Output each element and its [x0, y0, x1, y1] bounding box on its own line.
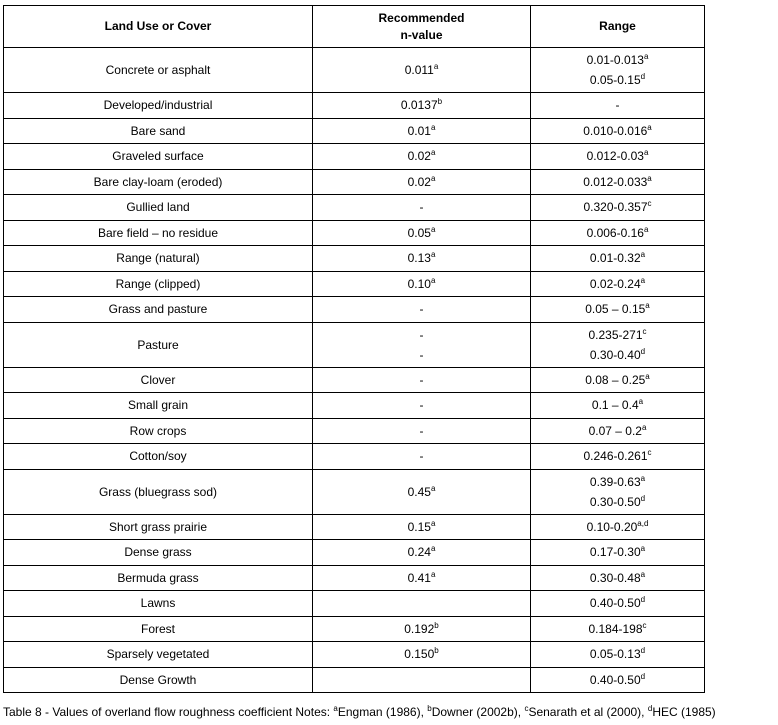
note-letter: d	[640, 671, 646, 681]
n-value-line	[313, 446, 530, 466]
caption-note-text: Senarath et al (2000),	[528, 705, 648, 719]
range-line	[531, 492, 704, 512]
range-text: 0.01-0.32	[589, 251, 641, 266]
n-value-text: 0.15	[407, 519, 431, 534]
n-value-line	[313, 172, 530, 192]
range-cell	[531, 418, 705, 444]
table-row	[4, 322, 705, 367]
n-value-text: -	[419, 200, 424, 215]
note-mark	[431, 519, 435, 528]
range-text: 0.17-0.30	[589, 545, 641, 560]
range-line	[531, 421, 704, 441]
range-text: 0.30-0.48	[589, 570, 641, 585]
n-value-line	[313, 95, 530, 115]
range-text: -	[615, 98, 620, 113]
range-text: 0.30-0.50	[589, 494, 641, 509]
note-mark	[431, 123, 435, 132]
note-letter: a	[430, 518, 436, 528]
range-cell	[531, 540, 705, 566]
n-value-text: 0.150	[404, 647, 435, 662]
n-value-text: -	[419, 423, 424, 438]
n-value-text: 0.192	[404, 621, 435, 636]
n-value-cell	[313, 565, 531, 591]
n-value-text: 0.41	[407, 570, 431, 585]
n-value-text: 0.01	[407, 123, 431, 138]
range-text: 0.10-0.20	[586, 519, 638, 534]
land-use-cell: Graveled surface	[4, 144, 313, 170]
range-text: 0.08 – 0.25	[585, 372, 646, 387]
note-mark	[431, 544, 435, 553]
note-letter: a	[433, 62, 439, 71]
n-value-text: -	[419, 327, 424, 342]
n-value-text: -	[419, 372, 424, 387]
note-letter: c	[642, 620, 647, 630]
table-row	[4, 469, 705, 514]
note-letter: a	[637, 518, 642, 528]
land-use-cell: Small grain	[4, 393, 313, 419]
table-row	[4, 616, 705, 642]
note-extra: ,d	[641, 518, 649, 528]
range-cell	[531, 271, 705, 297]
table-row	[4, 195, 705, 221]
note-mark	[647, 174, 651, 183]
note-mark	[431, 276, 435, 285]
caption-prefix: Table 8 - Values of overland flow roughness coefficient Notes:	[3, 705, 334, 719]
note-mark	[643, 621, 647, 630]
table-row	[4, 220, 705, 246]
land-use-cell: Sparsely vegetated	[4, 642, 313, 668]
note-letter: a	[430, 173, 436, 183]
range-cell	[531, 444, 705, 470]
range-line	[531, 593, 704, 613]
n-value-cell	[313, 469, 531, 514]
n-value-text: -	[419, 398, 424, 413]
note-mark	[644, 52, 648, 61]
n-value-cell	[313, 540, 531, 566]
note-mark	[431, 225, 435, 234]
n-value-cell	[313, 444, 531, 470]
range-line	[531, 542, 704, 562]
land-use-cell: Concrete or asphalt	[4, 48, 313, 93]
range-line	[531, 568, 704, 588]
n-value-cell	[313, 367, 531, 393]
n-value-cell	[313, 118, 531, 144]
range-line	[531, 619, 704, 639]
table-row	[4, 297, 705, 323]
note-letter: a	[641, 422, 647, 432]
n-value-cell	[313, 220, 531, 246]
range-cell	[531, 514, 705, 540]
table-body	[4, 48, 705, 693]
header-range: Range	[531, 6, 705, 48]
note-letter: b	[434, 620, 439, 630]
range-cell	[531, 322, 705, 367]
n-value-cell	[313, 667, 531, 693]
note-mark	[648, 199, 652, 208]
range-text: 0.30-0.40	[589, 347, 641, 362]
n-value-cell	[313, 322, 531, 367]
note-letter: c	[647, 448, 652, 458]
range-text: 0.07 – 0.2	[588, 423, 642, 438]
note-mark	[431, 174, 435, 183]
n-value-text: 0.011	[404, 63, 434, 77]
note-letter: a	[640, 569, 646, 579]
range-text: 0.012-0.033	[583, 174, 648, 189]
n-value-line	[313, 223, 530, 243]
n-value-line	[313, 482, 530, 502]
land-use-cell: Lawns	[4, 591, 313, 617]
range-line	[531, 121, 704, 141]
note-mark	[641, 276, 645, 285]
n-value-text: 0.02	[407, 174, 431, 189]
note-letter: a	[430, 250, 436, 260]
range-line	[531, 70, 704, 90]
note-mark	[434, 646, 438, 655]
land-use-cell: Range (clipped)	[4, 271, 313, 297]
n-value-line	[313, 421, 530, 441]
range-cell	[531, 393, 705, 419]
n-value-cell	[313, 195, 531, 221]
n-value-cell	[313, 616, 531, 642]
caption-note-mark: d	[647, 704, 653, 713]
note-letter: a	[640, 544, 646, 554]
n-value-line	[313, 248, 530, 268]
range-line	[531, 274, 704, 294]
land-use-cell: Pasture	[4, 322, 313, 367]
n-value-text: -	[419, 302, 424, 317]
caption-note-text: Downer (2002b),	[431, 705, 525, 719]
table-row	[4, 642, 705, 668]
note-mark	[643, 327, 647, 336]
n-value-line	[313, 274, 530, 294]
note-letter: a	[643, 148, 649, 158]
range-text: 0.05-0.15	[589, 73, 641, 87]
note-letter: d	[640, 646, 646, 656]
n-value-line	[313, 395, 530, 415]
land-use-cell: Cotton/soy	[4, 444, 313, 470]
n-value-cell	[313, 297, 531, 323]
table-row	[4, 93, 705, 119]
note-mark	[642, 423, 646, 432]
header-n-value-line: Recommended	[378, 10, 465, 25]
caption-note-text: HEC (1985)	[652, 705, 716, 719]
note-mark	[644, 148, 648, 157]
n-value-line	[313, 370, 530, 390]
land-use-cell: Clover	[4, 367, 313, 393]
note-letter: a	[430, 569, 436, 579]
note-letter: d	[640, 72, 646, 81]
range-line	[531, 472, 704, 492]
note-mark	[644, 225, 648, 234]
note-mark	[637, 519, 648, 528]
note-letter: d	[640, 493, 646, 503]
range-line	[531, 670, 704, 690]
header-land-use: Land Use or Cover	[4, 6, 313, 48]
range-cell	[531, 220, 705, 246]
note-letter: d	[640, 595, 646, 605]
range-cell	[531, 591, 705, 617]
range-cell	[531, 297, 705, 323]
table-row	[4, 169, 705, 195]
range-line	[531, 95, 704, 115]
note-letter: a	[430, 224, 436, 234]
note-mark	[641, 72, 645, 81]
caption-note-text: Engman (1986),	[337, 705, 428, 719]
n-value-cell	[313, 418, 531, 444]
n-value-line	[313, 197, 530, 217]
table-caption	[3, 704, 778, 720]
range-cell	[531, 93, 705, 119]
table-row	[4, 144, 705, 170]
table-header-row	[4, 6, 705, 48]
table-row	[4, 393, 705, 419]
note-mark	[438, 97, 442, 106]
land-use-cell: Bare field – no residue	[4, 220, 313, 246]
note-mark	[431, 250, 435, 259]
range-text: 0.010-0.016	[583, 123, 648, 138]
note-mark	[641, 494, 645, 503]
note-mark	[641, 544, 645, 553]
note-letter: a	[430, 148, 436, 158]
table-row	[4, 367, 705, 393]
note-letter: a	[640, 473, 646, 483]
range-cell	[531, 469, 705, 514]
note-mark	[431, 148, 435, 157]
note-letter: a	[643, 52, 649, 61]
range-text: 0.39-0.63	[589, 474, 641, 489]
caption-note-mark: c	[524, 704, 529, 713]
range-text: 0.40-0.50	[589, 596, 641, 611]
note-mark	[645, 372, 649, 381]
range-line	[531, 50, 704, 70]
n-value-line	[313, 517, 530, 537]
range-line	[531, 345, 704, 365]
caption-note-mark: a	[333, 704, 338, 713]
note-mark	[647, 123, 651, 132]
land-use-cell: Grass (bluegrass sod)	[4, 469, 313, 514]
note-letter: a	[640, 250, 646, 260]
n-value-line	[313, 325, 530, 345]
range-line	[531, 299, 704, 319]
n-value-cell	[313, 514, 531, 540]
n-value-cell	[313, 642, 531, 668]
range-text: 0.320-0.357	[583, 200, 648, 215]
range-cell	[531, 169, 705, 195]
table-row	[4, 271, 705, 297]
table-row	[4, 591, 705, 617]
roughness-table	[3, 5, 705, 693]
n-value-cell	[313, 93, 531, 119]
n-value-line	[313, 542, 530, 562]
range-line	[531, 517, 704, 537]
n-value-cell	[313, 144, 531, 170]
note-mark	[641, 646, 645, 655]
note-letter: b	[434, 646, 439, 656]
note-mark	[641, 474, 645, 483]
land-use-cell: Range (natural)	[4, 246, 313, 272]
range-cell	[531, 48, 705, 93]
land-use-cell: Bare sand	[4, 118, 313, 144]
land-use-cell: Bermuda grass	[4, 565, 313, 591]
n-value-text: 0.0137	[400, 98, 438, 113]
table-row	[4, 565, 705, 591]
n-value-text: -	[419, 449, 424, 464]
note-letter: d	[640, 346, 646, 356]
n-value-line	[313, 568, 530, 588]
n-value-line	[313, 345, 530, 365]
range-line	[531, 223, 704, 243]
table-row	[4, 418, 705, 444]
note-mark	[639, 397, 643, 406]
range-text: 0.05 – 0.15	[585, 302, 646, 317]
header-n-value-line: n-value	[400, 27, 443, 42]
range-line	[531, 325, 704, 345]
n-value-text: 0.13	[407, 251, 431, 266]
land-use-cell: Dense grass	[4, 540, 313, 566]
n-value-line	[313, 121, 530, 141]
note-mark	[434, 62, 438, 71]
land-use-cell: Grass and pasture	[4, 297, 313, 323]
range-cell	[531, 367, 705, 393]
range-text: 0.40-0.50	[589, 672, 641, 687]
note-letter: a	[645, 301, 650, 311]
n-value-line	[313, 146, 530, 166]
range-cell	[531, 246, 705, 272]
range-cell	[531, 642, 705, 668]
n-value-text: 0.45	[407, 484, 431, 499]
range-cell	[531, 195, 705, 221]
table-row	[4, 246, 705, 272]
n-value-text: 0.10	[407, 276, 431, 291]
note-letter: c	[642, 326, 647, 336]
caption-note-mark: b	[427, 704, 432, 713]
n-value-text: 0.05	[407, 225, 431, 240]
n-value-cell	[313, 48, 531, 93]
range-line	[531, 446, 704, 466]
table-row	[4, 118, 705, 144]
n-value-text: 0.02	[407, 149, 431, 164]
range-cell	[531, 667, 705, 693]
land-use-cell: Forest	[4, 616, 313, 642]
range-line	[531, 172, 704, 192]
n-value-cell	[313, 246, 531, 272]
note-mark	[641, 595, 645, 604]
land-use-cell: Gullied land	[4, 195, 313, 221]
table-row	[4, 514, 705, 540]
n-value-line	[313, 619, 530, 639]
note-mark	[641, 672, 645, 681]
note-letter: a	[640, 275, 646, 285]
range-line	[531, 248, 704, 268]
note-mark	[641, 250, 645, 259]
n-value-text: 0.24	[407, 545, 431, 560]
land-use-cell: Row crops	[4, 418, 313, 444]
range-line	[531, 644, 704, 664]
range-text: 0.05-0.13	[589, 647, 641, 662]
range-cell	[531, 616, 705, 642]
land-use-cell: Short grass prairie	[4, 514, 313, 540]
n-value-line	[313, 299, 530, 319]
n-value-line	[313, 60, 530, 80]
note-mark	[434, 621, 438, 630]
note-mark	[648, 448, 652, 457]
n-value-cell	[313, 393, 531, 419]
note-letter: a	[647, 122, 652, 132]
note-mark	[431, 570, 435, 579]
range-cell	[531, 118, 705, 144]
note-letter: a	[430, 275, 436, 285]
range-text: 0.184-198	[588, 621, 643, 636]
note-mark	[641, 347, 645, 356]
range-line	[531, 370, 704, 390]
n-value-cell	[313, 169, 531, 195]
range-text: 0.02-0.24	[589, 276, 641, 291]
note-letter: a	[647, 173, 652, 183]
note-letter: c	[647, 199, 652, 209]
range-text: 0.1 – 0.4	[591, 398, 639, 413]
land-use-cell: Dense Growth	[4, 667, 313, 693]
note-letter: a	[643, 224, 649, 234]
range-cell	[531, 144, 705, 170]
range-text: 0.006-0.16	[586, 225, 644, 240]
n-value-text: -	[419, 347, 424, 362]
n-value-cell	[313, 271, 531, 297]
land-use-cell: Developed/industrial	[4, 93, 313, 119]
n-value-line	[313, 644, 530, 664]
table-row	[4, 540, 705, 566]
range-line	[531, 197, 704, 217]
n-value-cell	[313, 591, 531, 617]
table-row	[4, 667, 705, 693]
range-text: 0.235-271	[588, 327, 643, 342]
range-text: 0.246-0.261	[583, 449, 648, 464]
header-n-value	[313, 6, 531, 48]
note-letter: b	[437, 97, 443, 107]
note-letter: a	[430, 483, 436, 493]
note-letter: a	[645, 371, 650, 381]
note-mark	[431, 484, 435, 493]
note-letter: a	[430, 122, 436, 132]
land-use-cell: Bare clay-loam (eroded)	[4, 169, 313, 195]
table-row	[4, 444, 705, 470]
range-text: 0.01-0.013	[586, 53, 644, 67]
range-line	[531, 146, 704, 166]
table-row	[4, 48, 705, 93]
note-letter: a	[430, 544, 436, 554]
note-mark	[641, 570, 645, 579]
range-text: 0.012-0.03	[586, 149, 644, 164]
range-cell	[531, 565, 705, 591]
note-letter: a	[638, 397, 644, 407]
range-line	[531, 395, 704, 415]
note-mark	[645, 301, 649, 310]
